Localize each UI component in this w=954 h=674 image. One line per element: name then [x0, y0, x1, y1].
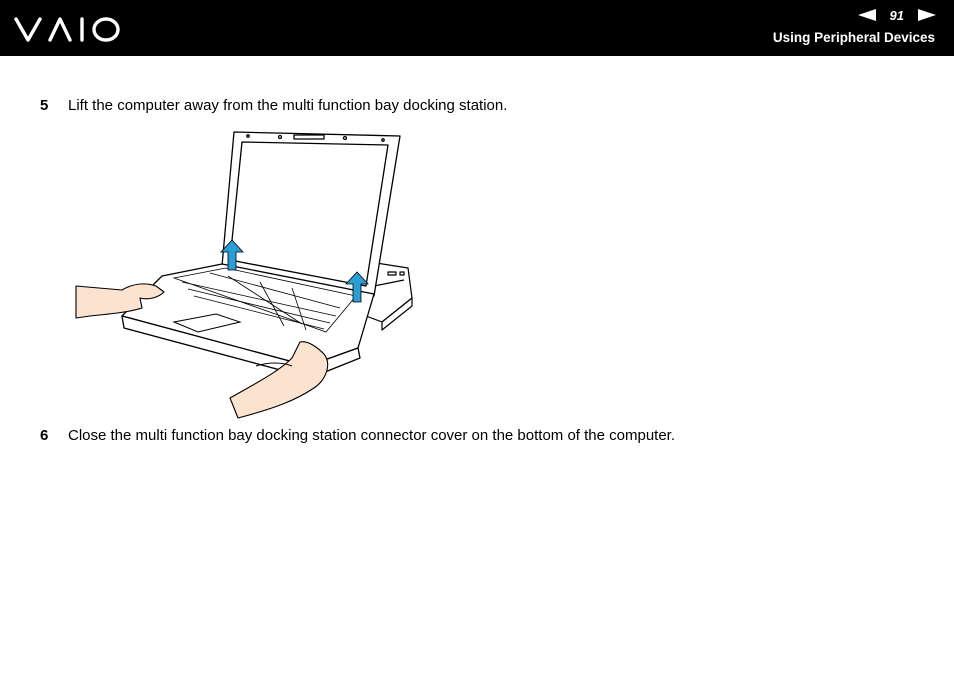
step-5 — [40, 97, 507, 115]
next-page-arrow-icon[interactable] — [918, 9, 936, 21]
header-divider — [0, 56, 954, 58]
laptop-lift-illustration — [70, 126, 430, 422]
page-number: 91 — [889, 7, 904, 23]
step-text: Close the multi function bay docking station connector cover on the bottom of the computer. — [68, 427, 676, 444]
section-title: Using Peripheral Devices — [772, 30, 935, 45]
vaio-logo — [14, 13, 122, 45]
step-text: Lift the computer away from the multi function bay docking station. — [68, 97, 508, 114]
step-number: 6 — [40, 427, 49, 444]
prev-page-arrow-icon[interactable] — [858, 9, 876, 21]
page-navigation — [858, 6, 936, 24]
header-bar — [0, 0, 954, 57]
step-6 — [40, 427, 675, 445]
step-number: 5 — [40, 97, 49, 114]
